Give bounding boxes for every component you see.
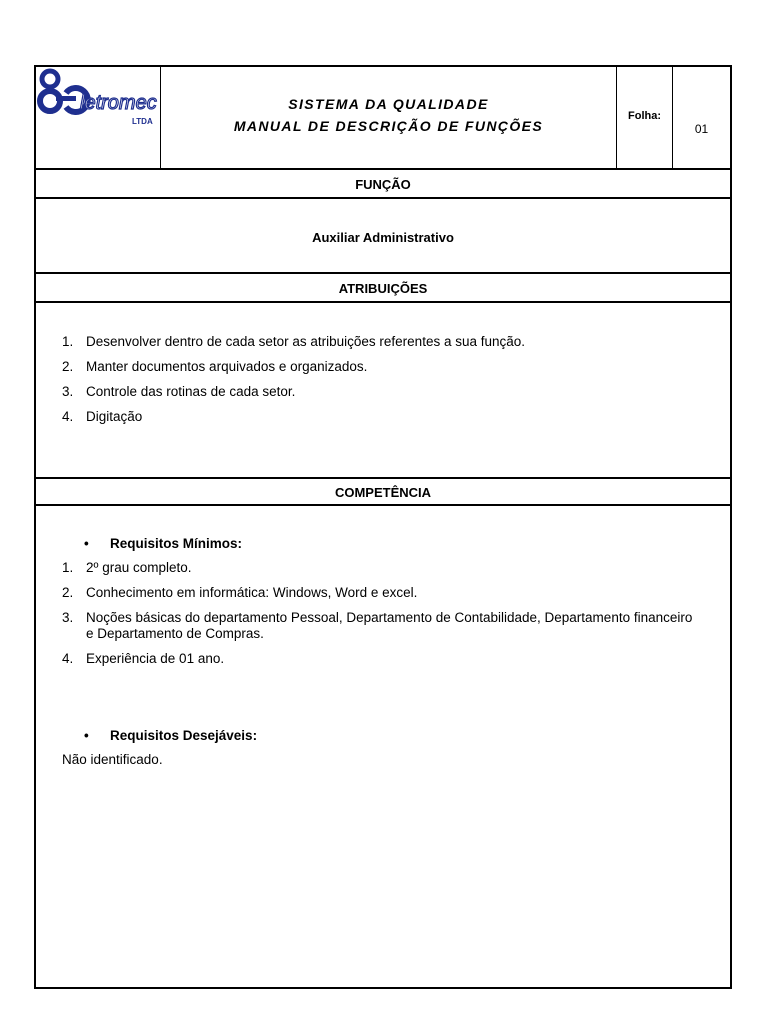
list-item: 2. Manter documentos arquivados e organizados. xyxy=(62,359,368,374)
sheet-number-cell xyxy=(673,67,730,168)
title-line-1: SISTEMA DA QUALIDADE xyxy=(288,96,489,112)
requisitos-desejaveis-heading: • Requisitos Desejáveis: xyxy=(84,728,258,743)
funcao-heading: FUNÇÃO xyxy=(355,177,411,192)
divider xyxy=(36,504,730,506)
company-logo xyxy=(36,67,161,168)
bullet-icon: • xyxy=(84,728,89,743)
atribuicoes-list xyxy=(62,334,702,434)
function-name: Auxiliar Administrativo xyxy=(312,230,454,245)
sheet-number: 01 xyxy=(694,122,709,136)
list-item: 2. Conhecimento em informática: Windows, Word e excel. xyxy=(62,585,418,600)
divider xyxy=(36,168,730,170)
divider xyxy=(36,477,730,479)
competencia-heading: COMPETÊNCIA xyxy=(334,485,432,500)
list-item: 3. Noções básicas do departamento Pessoal, Departamento de Contabilidade, Departamento financeiro e Departamento de Compras. xyxy=(62,610,693,641)
requisitos-desejaveis-text: Não identificado. xyxy=(62,752,163,767)
eletromec-logo-icon xyxy=(36,67,160,168)
divider xyxy=(36,197,730,199)
document-title xyxy=(161,67,617,168)
list-item: 1. Desenvolver dentro de cada setor as atribuições referentes a sua função. xyxy=(62,334,526,349)
divider xyxy=(36,272,730,274)
list-item: 3. Controle das rotinas de cada setor. xyxy=(62,384,296,399)
title-line-2: MANUAL DE DESCRIÇÃO DE FUNÇÕES xyxy=(233,118,544,134)
document-header xyxy=(36,67,730,168)
requisitos-minimos-list xyxy=(62,560,702,676)
requisitos-minimos-heading: • Requisitos Mínimos: xyxy=(84,536,243,551)
list-item: 1. 2º grau completo. xyxy=(62,560,192,575)
svg-text:letromec: letromec xyxy=(80,92,157,114)
document-frame xyxy=(34,65,732,989)
sheet-label-cell xyxy=(617,67,673,168)
svg-text:LTDA: LTDA xyxy=(132,117,153,126)
bullet-icon: • xyxy=(84,536,89,551)
divider xyxy=(36,301,730,303)
list-item: 4. Digitação xyxy=(62,409,143,424)
sheet-label: Folha: xyxy=(628,110,661,122)
atribuicoes-heading: ATRIBUIÇÕES xyxy=(338,281,428,296)
list-item: 4. Experiência de 01 ano. xyxy=(62,651,225,666)
